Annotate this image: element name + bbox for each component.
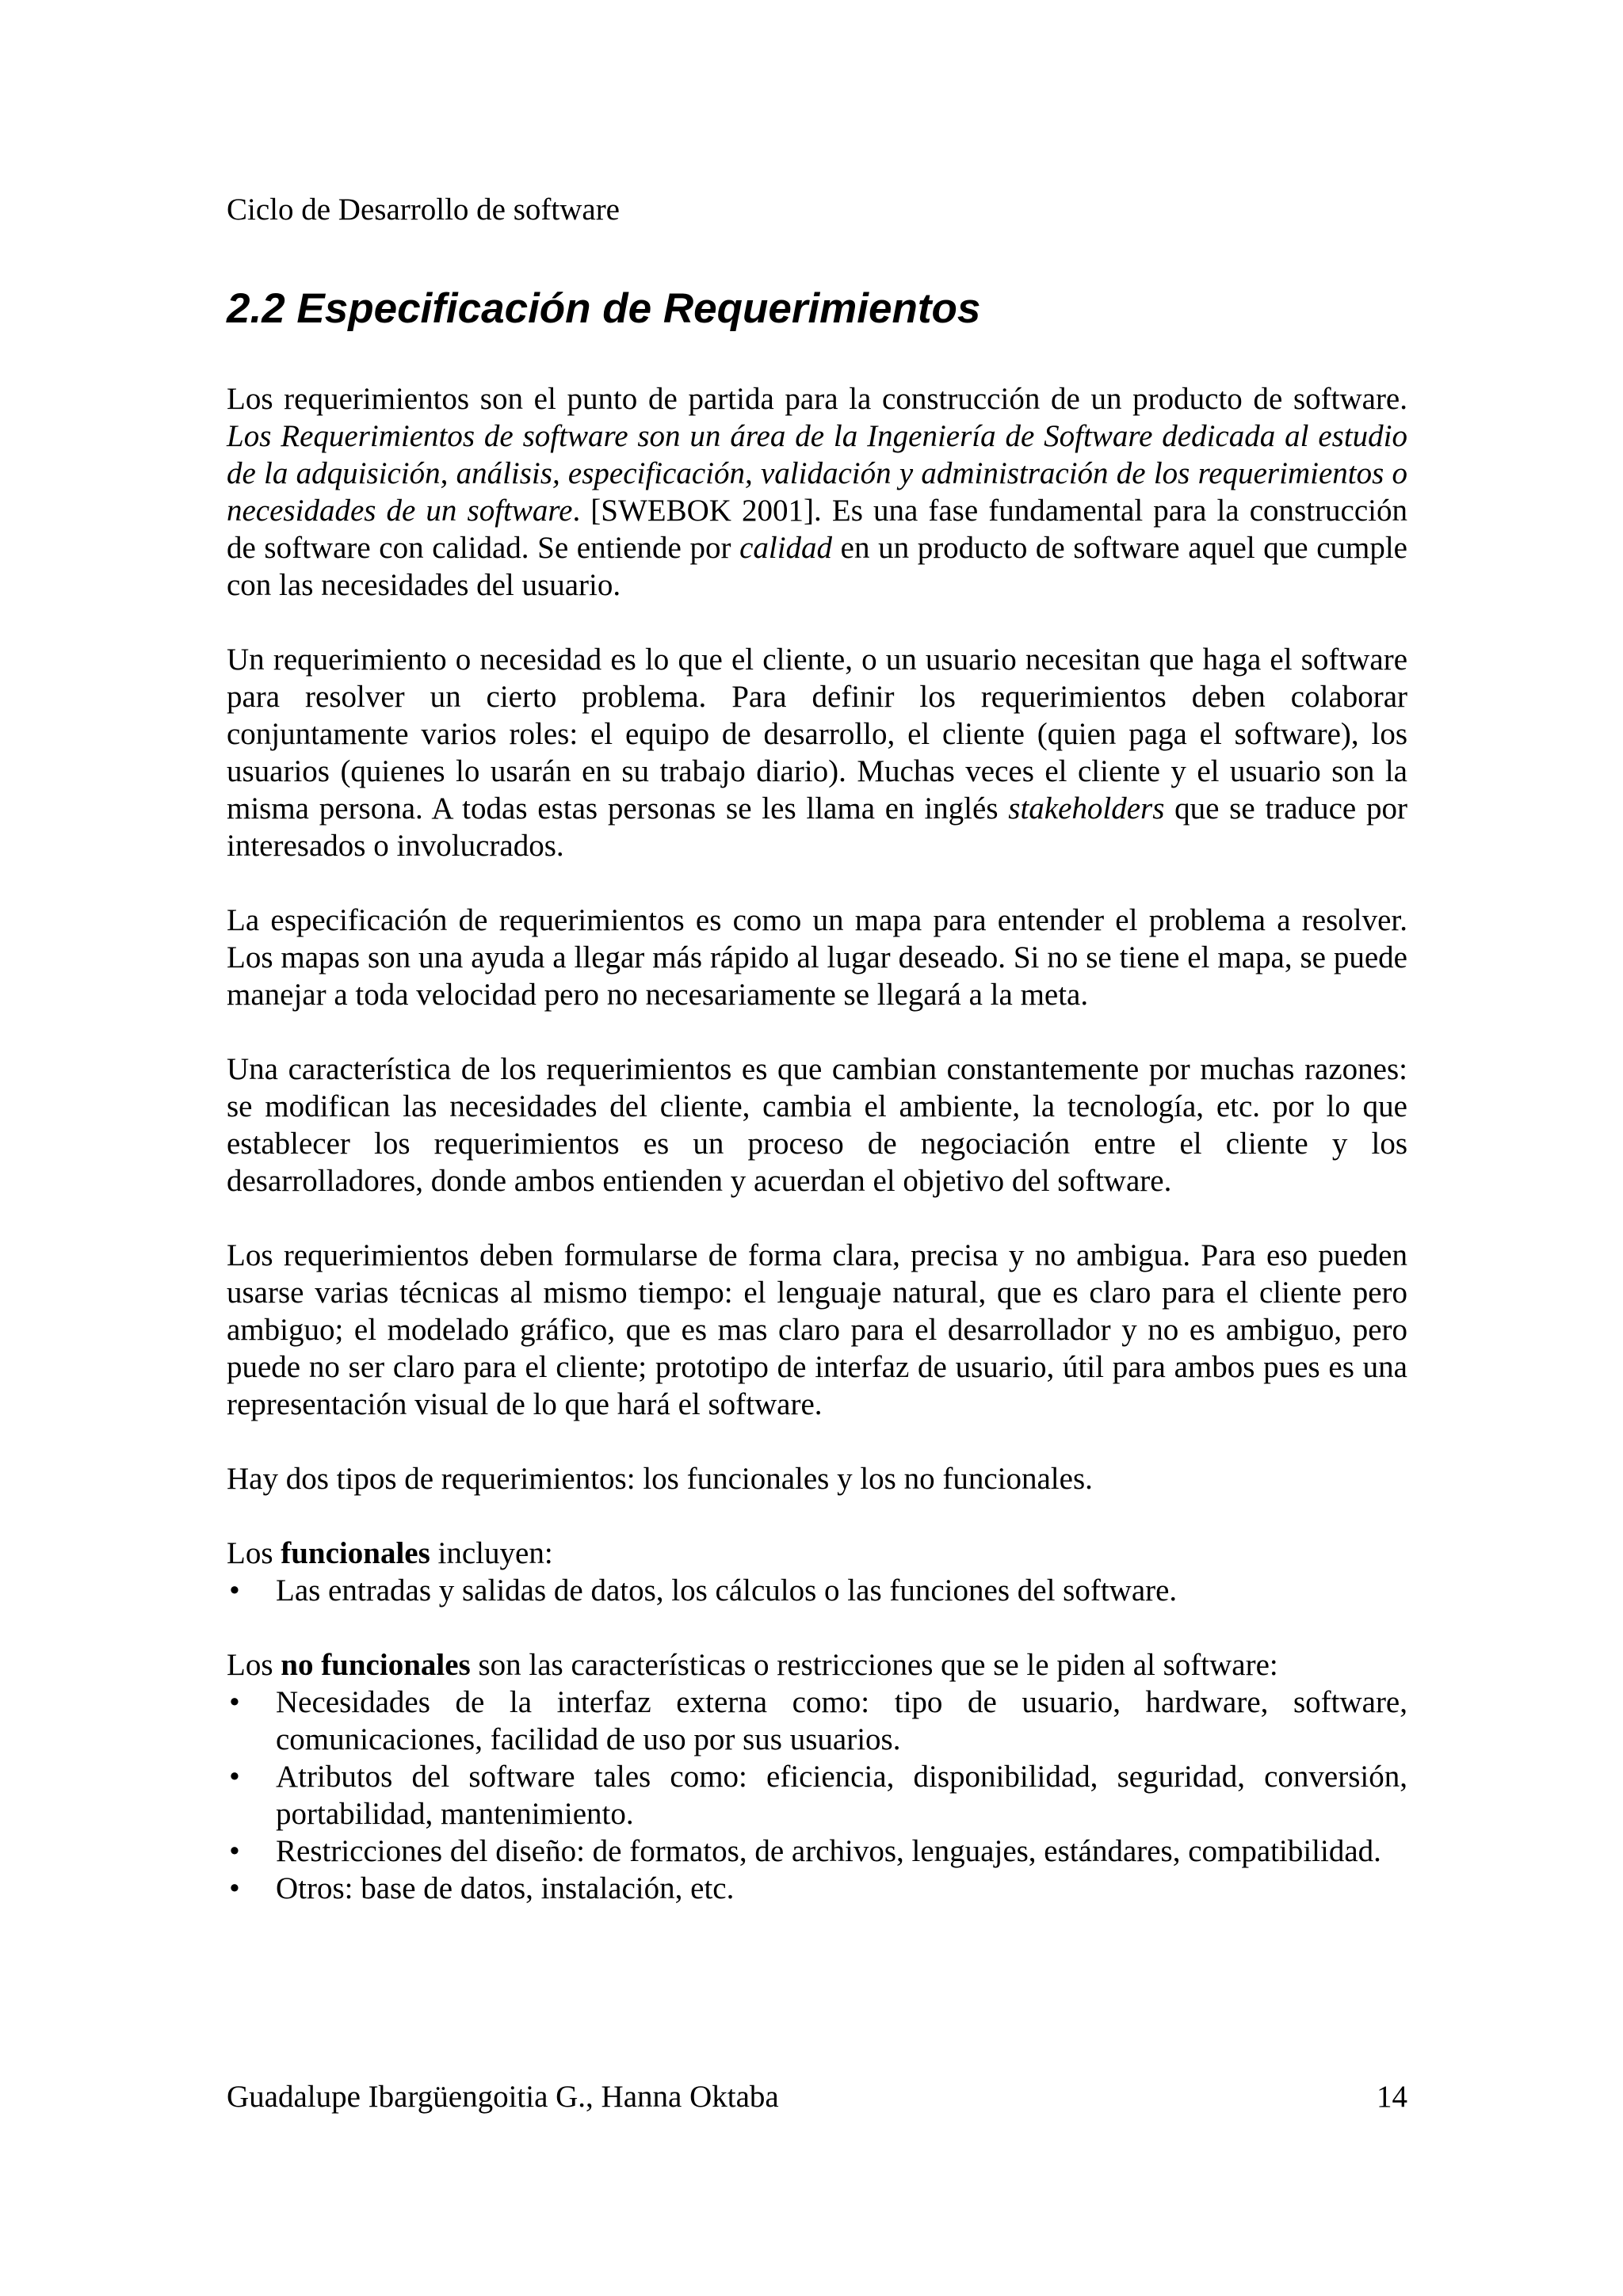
list-item [227,1758,1407,1833]
bold-term: no funcionales [281,1648,471,1682]
paragraph-6: Hay dos tipos de requerimientos: los funcionales y los no funcionales. [227,1462,1093,1496]
text-span: . [SWEBOK 2001]. Es una fase fundamental para la construcción de software con calidad. Se entiende por [227,494,1407,565]
footer-authors: Guadalupe Ibargüengoitia G., Hanna Oktaba [227,2080,779,2114]
bullet-icon: • [229,1573,240,1608]
no-funcionales-intro [227,1646,1407,1684]
text-span: Los [227,1648,281,1682]
list-item [227,1870,1407,1907]
list-item-text: Restricciones del diseño: de formatos, de archivos, lenguajes, estándares, compatibilidad. [276,1834,1381,1868]
page-number: 14 [1377,2080,1407,2114]
list-item [227,1572,1407,1609]
list-item-text: Necesidades de la interfaz externa como: tipo de usuario, hardware, software, comunicaciones, facilidad de uso por sus usuarios. [276,1685,1407,1756]
text-span: son las características o restricciones que se le piden al software: [470,1648,1278,1682]
text-span: Los [227,1536,281,1570]
text-span: que se traduce por interesados o involucrados. [227,791,1407,863]
list-item [227,1684,1407,1758]
funcionales-intro [227,1535,1407,1572]
list-item [227,1833,1407,1870]
bullet-icon: • [229,1871,240,1905]
paragraph-4: Una característica de los requerimientos es que cambian constantemente por muchas razones: se modifican las necesidades del cliente, cambia el ambiente, la tecnología, etc. por lo que establecer los requerimientos es un proceso de negociación entre el cliente y los desarrolladores, donde ambos entienden y acuerdan el objetivo del software. [227,1052,1407,1198]
list-item-text: Las entradas y salidas de datos, los cálculos o las funciones del software. [276,1573,1178,1608]
paragraph-1 [227,380,1407,604]
list-item-text: Atributos del software tales como: eficiencia, disponibilidad, seguridad, conversión, portabilidad, mantenimiento. [276,1760,1407,1831]
italic-term: stakeholders [1008,791,1165,826]
section-title: 2.2 Especificación de Requerimientos [227,285,981,332]
body-text [227,380,1407,1944]
funcionales-list [227,1572,1407,1609]
paragraph-3: La especificación de requerimientos es como un mapa para entender el problema a resolver. Los mapas son una ayuda a llegar más rápido al lugar deseado. Si no se tiene el mapa, se puede manejar a toda velocidad pero no necesariamente se llegará a la meta. [227,903,1407,1012]
paragraph-2 [227,641,1407,864]
bullet-icon: • [229,1834,240,1868]
italic-term: calidad [739,531,833,565]
no-funcionales-list [227,1684,1407,1907]
italic-definition: Los Requerimientos de software son un área de la Ingeniería de Software dedicada al estudio de la adquisición, análisis, especificación, validación y administración de los requerimientos o necesidades de un software [227,419,1407,528]
text-span: Los requerimientos son el punto de partida para la construcción de un producto de software. [227,382,1407,416]
bullet-icon: • [229,1760,240,1794]
text-span: incluyen: [430,1536,553,1570]
text-span: en un producto de software aquel que cumple con las necesidades del usuario. [227,531,1407,602]
bold-term: funcionales [281,1536,430,1570]
paragraph-5: Los requerimientos deben formularse de forma clara, precisa y no ambigua. Para eso pueden usarse varias técnicas al mismo tiempo: el lenguaje natural, que es claro para el cliente pero ambiguo; el modelado gráfico, que es mas claro para el desarrollador y no es ambiguo, pero puede no ser claro para el cliente; prototipo de interfaz de usuario, útil para ambos pues es una representación visual de lo que hará el software. [227,1238,1407,1421]
list-item-text: Otros: base de datos, instalación, etc. [276,1871,735,1905]
bullet-icon: • [229,1685,240,1719]
running-header: Ciclo de Desarrollo de software [227,193,620,227]
text-span: Un requerimiento o necesidad es lo que el cliente, o un usuario necesitan que haga el software para resolver un cierto problema. Para definir los requerimientos deben colaborar conjuntamente varios roles: el equipo de desarrollo, el cliente (quien paga el software), los usuarios (quienes lo usarán en su trabajo diario). Muchas veces el cliente y el usuario son la misma persona. A todas estas personas se les llama en inglés [227,643,1407,826]
